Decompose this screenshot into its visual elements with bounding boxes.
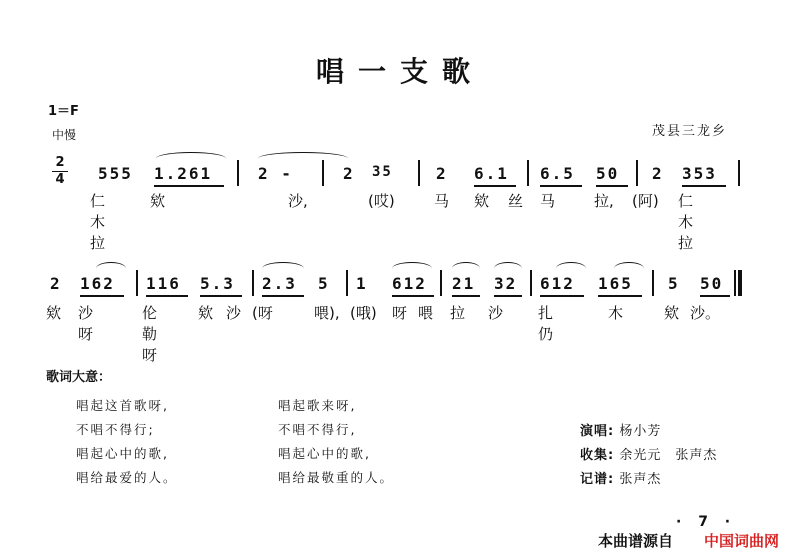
lyric-syllable: 木 (608, 304, 624, 322)
page-number: · 7 · (676, 514, 737, 530)
lyric-syllable: 马 (540, 192, 556, 210)
meaning-line: 唱起心中的歌, (76, 446, 169, 461)
meaning-line: 唱给最敬重的人。 (278, 470, 395, 485)
beam (146, 295, 188, 297)
slur (258, 152, 348, 165)
lyric-syllable: 沙 (226, 304, 242, 322)
beam (154, 185, 224, 187)
credit-value: 杨小芳 (619, 424, 662, 439)
beam (682, 185, 726, 187)
note-group: 612 (392, 274, 427, 293)
barline (252, 270, 254, 296)
meaning-line: 唱起这首歌呀, (76, 398, 169, 413)
barline (440, 270, 442, 296)
lyric-syllable: 沙 (488, 304, 504, 322)
slur (452, 262, 480, 275)
lyric-syllable: 丝 (508, 192, 524, 210)
note-group: 5 (668, 274, 680, 293)
note-group: 50 (700, 274, 724, 293)
lyric-syllable: (哎) (368, 192, 395, 210)
meaning-line: 不唱不得行; (76, 422, 155, 437)
lyric-syllable: (哦) (350, 304, 377, 322)
meaning-line: 不唱不得行, (278, 422, 357, 437)
lyric-syllable: 欸 (198, 304, 214, 322)
credit-collector (580, 444, 717, 463)
beam (540, 185, 582, 187)
barline (418, 160, 420, 186)
note-group: 2 (343, 164, 355, 183)
lyric-syllable: 欸 (474, 192, 490, 210)
beam (494, 295, 522, 297)
meaning-line: 唱给最爱的人。 (76, 470, 178, 485)
lyric-syllable: 呀 (392, 304, 408, 322)
note-group: 32 (494, 274, 518, 293)
credit-transcriber (580, 468, 661, 487)
barline (527, 160, 529, 186)
key-signature: 1＝F (48, 104, 79, 119)
beam (80, 295, 124, 297)
note-group: 35 (372, 164, 393, 180)
barline (738, 160, 740, 186)
lyric-syllable: 欸 (150, 192, 166, 210)
lyric-syllable: 仁木拉 (678, 192, 694, 252)
barline (322, 160, 324, 186)
beam (262, 295, 304, 297)
beam (200, 295, 242, 297)
note-group: 2 (50, 274, 62, 293)
lyric-syllable: 仁木拉 (90, 192, 106, 252)
note-group: 1 (356, 274, 368, 293)
lyric-syllable: 马 (434, 192, 450, 210)
final-barline (738, 270, 742, 296)
beam (392, 295, 434, 297)
meaning-line: 唱起歌来呀, (278, 398, 357, 413)
time-signature-top: 2 (55, 155, 65, 170)
credit-value: 余光元 张声杰 (619, 448, 718, 463)
note-group: 50 (596, 164, 620, 183)
lyric-syllable: 扎仍 (538, 304, 554, 343)
note-group: 21 (452, 274, 476, 293)
lyric-syllable: 沙, (288, 192, 308, 210)
note-group: 6.1 (474, 164, 509, 183)
note-group: 1.261 (154, 164, 213, 183)
note-group: 165 (598, 274, 633, 293)
credit-label: 演唱: (580, 424, 615, 439)
time-signature-bottom: 4 (55, 172, 65, 187)
note-group: 612 (540, 274, 575, 293)
beam (452, 295, 480, 297)
note-group: 6.5 (540, 164, 575, 183)
lyrics-meaning-heading: 歌词大意： (46, 370, 112, 385)
lyric-syllable: 喂), (314, 304, 340, 322)
lyric-syllable: 欸 (46, 304, 62, 322)
note-group: 5 (318, 274, 330, 293)
slur (156, 152, 226, 165)
note-group: 555 (98, 164, 133, 183)
slur (556, 262, 586, 275)
barline (636, 160, 638, 186)
note-group: 162 (80, 274, 115, 293)
barline (346, 270, 348, 296)
credit-value: 张声杰 (619, 472, 662, 487)
lyric-syllable: 伦勒呀 (142, 304, 158, 364)
song-origin: 茂县三龙乡 (652, 124, 728, 139)
beam (598, 295, 642, 297)
footer-source: 本曲谱源自 (598, 532, 674, 550)
slur (96, 262, 126, 275)
barline (530, 270, 532, 296)
lyric-syllable: (呀 (252, 304, 273, 322)
lyric-syllable: 拉 (450, 304, 466, 322)
lyric-syllable: 沙呀 (78, 304, 94, 343)
barline (237, 160, 239, 186)
lyric-syllable: 沙。 (690, 304, 721, 322)
barline (136, 270, 138, 296)
barline (734, 270, 736, 296)
credit-label: 收集: (580, 448, 615, 463)
barline (652, 270, 654, 296)
meaning-line: 唱起心中的歌, (278, 446, 371, 461)
slur (392, 262, 432, 275)
note-group: 2.3 (262, 274, 297, 293)
slur (262, 262, 304, 275)
credit-performer (580, 420, 661, 439)
note-group: 2 - (258, 164, 293, 183)
slur (494, 262, 522, 275)
beam (596, 185, 628, 187)
note-group: 353 (682, 164, 717, 183)
song-title: 唱一支歌 (315, 55, 484, 88)
note-group: 116 (146, 274, 181, 293)
slur (614, 262, 644, 275)
lyric-syllable: (阿) (632, 192, 659, 210)
lyric-syllable: 欸 (664, 304, 680, 322)
lyric-syllable: 喂 (418, 304, 434, 322)
beam (700, 295, 730, 297)
footer-site-link[interactable]: 中国词曲网 (704, 532, 780, 550)
note-group: 2 (652, 164, 664, 183)
credit-label: 记谱: (580, 472, 615, 487)
note-group: 2 (436, 164, 448, 183)
tempo-marking: 中慢 (52, 128, 77, 142)
beam (540, 295, 584, 297)
note-group: 5.3 (200, 274, 235, 293)
lyric-syllable: 拉, (594, 192, 614, 210)
beam (474, 185, 516, 187)
